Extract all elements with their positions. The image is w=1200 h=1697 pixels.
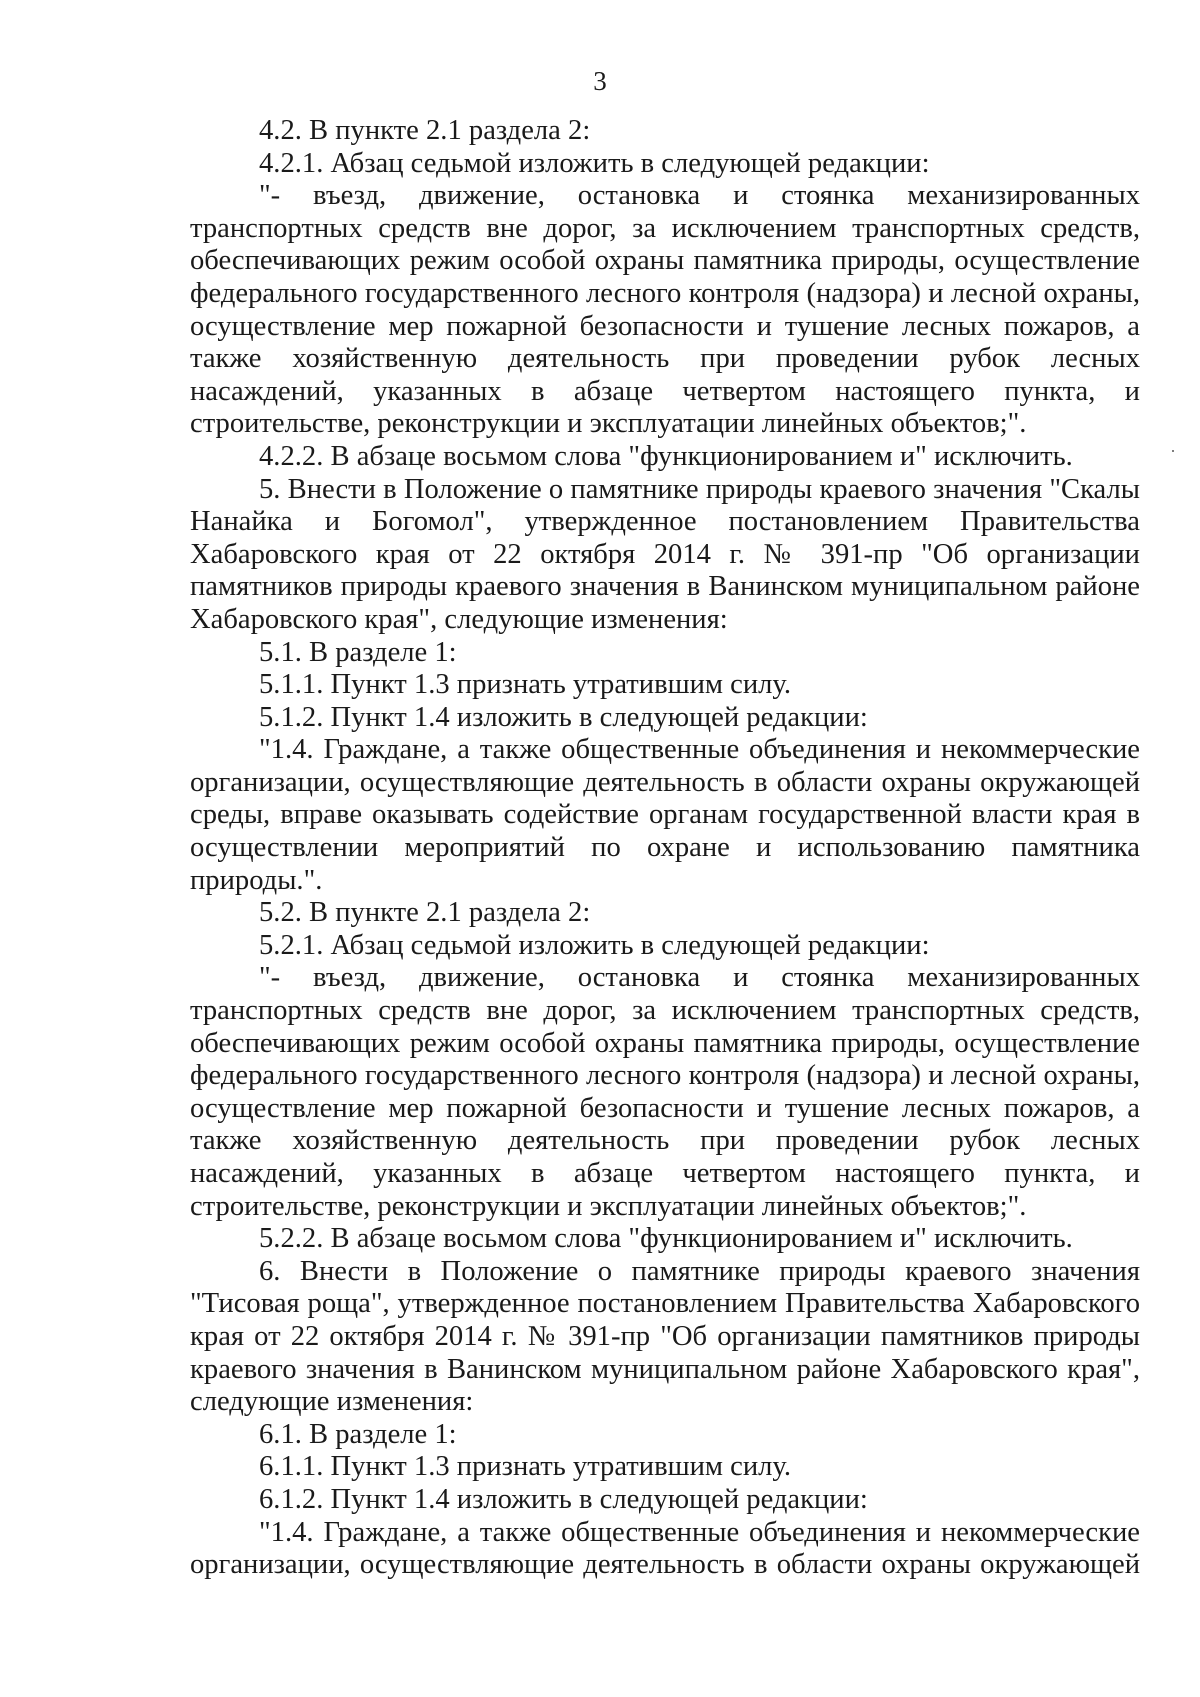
paragraph-6-1-2-quote: "1.4. Граждане, а также общественные объединения и некоммерческие организации, осуществляющие деятельность в области охраны окружающей xyxy=(190,1516,1140,1581)
paragraph-5-1-2: 5.1.2. Пункт 1.4 изложить в следующей редакции: xyxy=(259,701,868,733)
page-number: 3 xyxy=(593,66,607,96)
paragraph-5-2-1: 5.2.1. Абзац седьмой изложить в следующей редакции: xyxy=(259,929,930,961)
paragraph-5-2-1-quote: "- въезд, движение, остановка и стоянка механизированных транспортных средств вне дорог, за исключением транспортных средств, обеспечивающих режим особой охраны памятника природы, осуществление федерального государственного лесного контроля (надзора) и лесной охраны, осуществление мер пожарной безопасности и тушение лесных пожаров, а также хозяйственную деятельность при проведении рубок лесных насаждений, указанных в абзаце четвертом настоящего пункта, и строительстве, реконструкции и эксплуатации линейных объектов;". xyxy=(190,962,1140,1222)
paragraph-5-1: 5.1. В разделе 1: xyxy=(259,636,457,668)
paragraph-6-1-1: 6.1.1. Пункт 1.3 признать утратившим силу. xyxy=(259,1451,792,1483)
paragraph-4-2-2: 4.2.2. В абзаце восьмом слова "функционированием и" исключить. xyxy=(259,440,1073,472)
scan-speck xyxy=(1172,450,1174,452)
paragraph-6: 6. Внести в Положение о памятнике природы краевого значения "Тисовая роща", утвержденное постановлением Правительства Хабаровского края от 22 октября 2014 г. № 391-пр "Об организации памятников природы краевого значения в Ванинском муниципальном районе Хабаровского края", следующие изменения: xyxy=(190,1255,1140,1418)
paragraph-4-2-1: 4.2.1. Абзац седьмой изложить в следующей редакции: xyxy=(259,147,930,179)
paragraph-4-2-1-quote: "- въезд, движение, остановка и стоянка механизированных транспортных средств вне дорог, за исключением транспортных средств, обеспечивающих режим особой охраны памятника природы, осуществление федерального государственного лесного контроля (надзора) и лесной охраны, осуществление мер пожарной безопасности и тушение лесных пожаров, а также хозяйственную деятельность при проведении рубок лесных насаждений, указанных в абзаце четвертом настоящего пункта, и строительстве, реконструкции и эксплуатации линейных объектов;". xyxy=(190,180,1140,440)
paragraph-5: 5. Внести в Положение о памятнике природы краевого значения "Скалы Нанайка и Богомол", утвержденное постановлением Правительства Хабаровского края от 22 октября 2014 г. № 391-пр "Об организации памятников природы краевого значения в Ванинском муниципальном районе Хабаровского края", следующие изменения: xyxy=(190,473,1140,635)
paragraph-5-1-2-quote: "1.4. Граждане, а также общественные объединения и некоммерческие организации, осуществляющие деятельность в области охраны окружающей среды, вправе оказывать содействие органам государственной власти края в осуществлении мероприятий по охране и использованию памятника природы.". xyxy=(190,734,1140,896)
paragraph-6-1: 6.1. В разделе 1: xyxy=(259,1418,457,1450)
paragraph-5-2: 5.2. В пункте 2.1 раздела 2: xyxy=(259,897,591,929)
document-body xyxy=(190,115,1140,1582)
paragraph-5-2-2: 5.2.2. В абзаце восьмом слова "функционированием и" исключить. xyxy=(259,1223,1073,1255)
paragraph-5-1-1: 5.1.1. Пункт 1.3 признать утратившим силу. xyxy=(259,669,792,701)
paragraph-6-1-2: 6.1.2. Пункт 1.4 изложить в следующей редакции: xyxy=(259,1483,868,1515)
paragraph-4-2: 4.2. В пункте 2.1 раздела 2: xyxy=(259,115,591,146)
